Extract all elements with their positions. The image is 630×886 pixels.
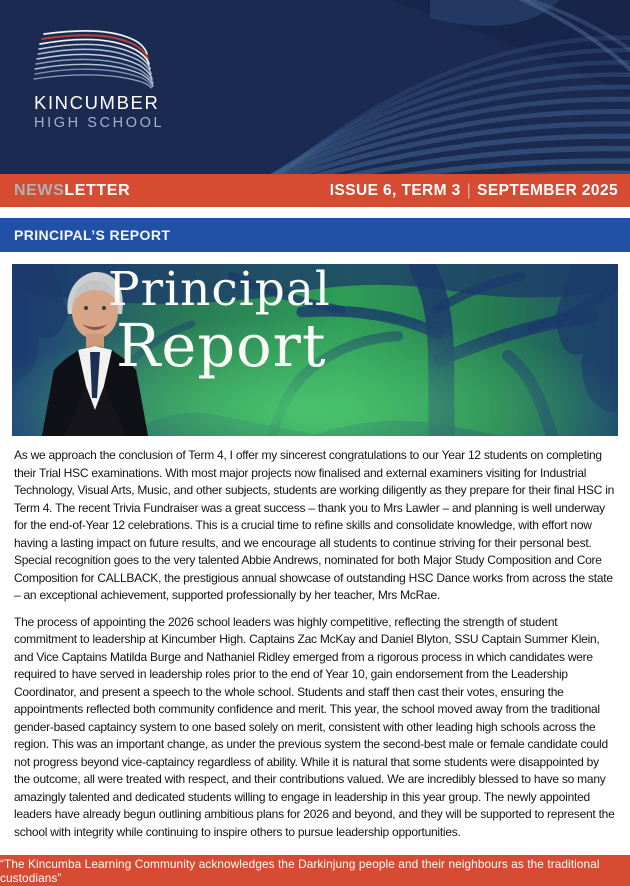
school-name-line1: KINCUMBER [34, 92, 160, 113]
newsletter-label-suffix: LETTER [64, 181, 131, 199]
article-paragraph-1: As we approach the conclusion of Term 4, I offer my sincerest congratulations to our Year 12 students on completing their Trial HSC examinations. With most major projects now finalised and external examiners visiting for Industrial Technology, Visual Arts, Music, and other subjects, students are working diligently as they prepare for their final HSC in Term 4. The recent Trivia Fundraiser was a great success – thank you to Mrs Lawler – and planning is well underway for the end-of-Year 12 celebrations. This is a crucial time to refine skills and consolidate knowledge, with effort now having a lasting impact on future results, and we encourage all students to continue striving for their personal best. Special recognition goes to the very talented Abbie Andrews, nominated for both Major Study Composition and Core Composition for CALLBACK, the prestigious annual showcase of outstanding HSC Dance works from across the state – an exceptional achievement, supported professionally by her teacher, Mrs McRae. [14, 448, 615, 602]
section-title: PRINCIPAL’S REPORT [14, 227, 171, 243]
article-paragraph-2: The process of appointing the 2026 school leaders was highly competitive, reflecting the strength of student commitment to leadership at Kincumber High. Captains Zac McKay and Daniel Blyton, SSU Captain Summer Klein, and Vice Captains Matilda Burge and Nathaniel Ridley emerged from a rigorous process in which candidates were required to have served in leadership roles prior to the end of Year 10, gain endorsement from the Leadership Coordinator, and present a speech to the whole school. Students and staff then cast their votes, ensuring the appointments reflected both community confidence and merit. This year, the school moved away from the traditional gender-based captaincy system to one based solely on merit, consistent with other leading high schools across the region. This was an important change, as under the previous system the second-best male or female candidate could not progress beyond vice-captaincy regardless of ability. While it is natural that some students were disappointed by the outcome, all were treated with respect, and their contributions valued. We are incredibly blessed to have so many amazingly talented and dedicated students willing to engage in leadership in this year group. The newly appointed leaders have already begun outlining ambitious plans for 2026 and beyond, and they will be supported to represent the school with integrity while continuing to inspire others to pursue leadership opportunities. [14, 614, 615, 839]
issue-and-date [330, 182, 618, 200]
school-logo-swoosh-icon [30, 26, 166, 90]
issue-date-separator: | [466, 181, 472, 199]
banner-title [108, 264, 331, 380]
school-name-line2: HIGH SCHOOL [34, 115, 165, 131]
school-logo [30, 26, 210, 131]
date-text: SEPTEMBER 2025 [477, 181, 618, 199]
divider-gap [0, 207, 630, 218]
section-bar [0, 218, 630, 252]
acknowledgement-text: “The Kincumba Learning Community acknowledges the Darkinjung people and their neighbours as the traditional custodians” [0, 856, 600, 885]
banner-title-line1: Principal [108, 264, 331, 317]
masthead [0, 0, 630, 174]
principal-report-article [0, 436, 630, 841]
newsletter-label [14, 182, 130, 200]
issue-text: ISSUE 6, TERM 3 [329, 181, 461, 199]
divider-gap [0, 252, 630, 264]
newsletter-label-prefix: NEWS [14, 181, 65, 199]
banner-title-line2: Report [116, 311, 327, 380]
principal-report-banner [12, 264, 618, 436]
newsletter-bar [0, 174, 630, 207]
acknowledgement-footer [0, 855, 630, 886]
school-name [30, 92, 210, 131]
